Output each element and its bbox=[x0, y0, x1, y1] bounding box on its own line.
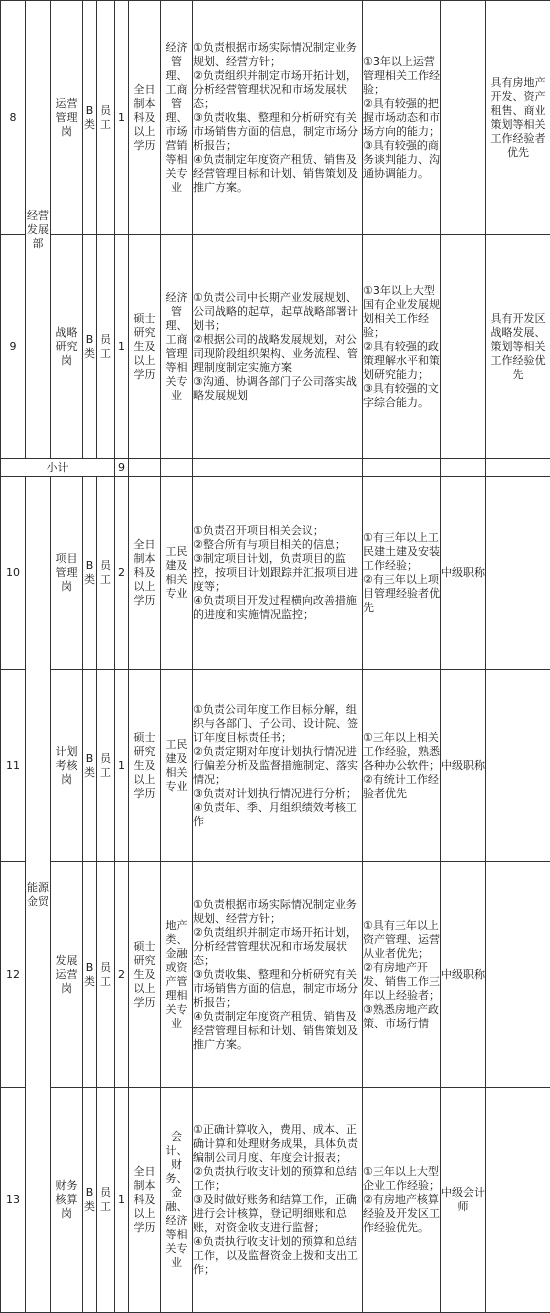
duties-cell bbox=[193, 235, 363, 459]
empty-cell bbox=[161, 459, 193, 477]
position-name: 运营管理岗 bbox=[51, 1, 83, 235]
duty-item: ①负责召开项目相关会议； bbox=[193, 524, 362, 538]
duty-item: ②根据公司的战略发展规划，对公司现阶段组织架构、业务流程、管理制度制定实施方案 bbox=[193, 333, 362, 375]
other-requirements: 具有房地产开发、资产租售、商业策划等相关工作经验者优先 bbox=[486, 1, 550, 235]
requirement-item: ②有房地产开发、销售工作三年以上经验者； bbox=[363, 961, 440, 1003]
headcount: 1 bbox=[115, 1, 129, 235]
requirement-item: ①有三年以上工民建土建及安装工作经验； bbox=[363, 531, 440, 573]
subtotal-count: 9 bbox=[115, 459, 129, 477]
education: 硕士研究生及以上学历 bbox=[129, 670, 161, 862]
duties-cell bbox=[193, 670, 363, 862]
duty-item: ④负责制定年度资产租赁、销售及经营管理目标和计划、销售策划及推广方案。 bbox=[193, 1010, 362, 1052]
duties-cell bbox=[193, 1, 363, 235]
duty-item: ④负责执行收支计划的预算和总结工作，以及监督资金上拨和支出工作； bbox=[193, 1235, 362, 1277]
table-row bbox=[1, 670, 550, 862]
empty-cell bbox=[486, 477, 550, 670]
table-row bbox=[1, 1, 550, 235]
requirements-cell bbox=[363, 235, 441, 459]
requirement-item: ②有统计工作经验者优先 bbox=[363, 773, 440, 801]
row-number: 12 bbox=[1, 862, 26, 1088]
duty-item: ③沟通、协调各部门子公司落实战略发展规划 bbox=[193, 375, 362, 403]
staff-type: 员工 bbox=[97, 862, 115, 1088]
empty-cell bbox=[441, 1, 486, 235]
position-name: 发展运营岗 bbox=[51, 862, 83, 1088]
requirement-item: ①3年以上大型国有企业发展规划相关工作经验； bbox=[363, 284, 440, 340]
title-requirement: 中级职称 bbox=[441, 670, 486, 862]
requirements-cell bbox=[363, 1, 441, 235]
duty-item: ②负责组织并制定市场开拓计划，分析经营管理状况和市场发展状态； bbox=[193, 926, 362, 968]
duty-item: ④负责制定年度资产租赁、销售及经营管理目标和计划、销售策划及推广方案。 bbox=[193, 153, 362, 195]
title-requirement: 中级会计师 bbox=[441, 1088, 486, 1313]
staff-type: 员工 bbox=[97, 1, 115, 235]
duty-item: ①负责公司年度工作目标分解，组织与各部门、子公司、设计院、签订年度目标责任书； bbox=[193, 703, 362, 745]
empty-cell bbox=[486, 670, 550, 862]
duty-item: ①正确计算收入，费用、成本、正确计算和处理财务成果，具体负责编制公司月度、年度会计报表； bbox=[193, 1123, 362, 1165]
duty-item: ③负责收集、整理和分析研究有关市场销售方面的信息，制定市场分析报告； bbox=[193, 111, 362, 153]
headcount: 1 bbox=[115, 670, 129, 862]
row-number: 10 bbox=[1, 477, 26, 670]
duty-item: ④负责年、季、月组织绩效考核工作 bbox=[193, 801, 362, 829]
staff-type: 员工 bbox=[97, 235, 115, 459]
position-name: 战略研究岗 bbox=[51, 235, 83, 459]
empty-cell bbox=[486, 459, 550, 477]
requirement-item: ③具有较强的文字综合能力。 bbox=[363, 382, 440, 410]
empty-cell bbox=[363, 459, 441, 477]
requirements-cell bbox=[363, 670, 441, 862]
subtotal-label: 小计 bbox=[1, 459, 115, 477]
staff-type: 员工 bbox=[97, 477, 115, 670]
position-name: 财务核算岗 bbox=[51, 1088, 83, 1313]
staff-type: 员工 bbox=[97, 670, 115, 862]
empty-cell bbox=[193, 459, 363, 477]
education: 全日制本科及以上学历 bbox=[129, 1088, 161, 1313]
duty-item: ④负责项目开发过程横向改善措施的进度和实施情况监控； bbox=[193, 594, 362, 622]
requirements-cell bbox=[363, 477, 441, 670]
duty-item: ①负责公司中长期产业发展规划、公司战略的起草，起草战略部署计划书； bbox=[193, 291, 362, 333]
empty-cell bbox=[486, 862, 550, 1088]
education: 硕士研究生及以上学历 bbox=[129, 862, 161, 1088]
education: 全日制本科及以上学历 bbox=[129, 1, 161, 235]
headcount: 1 bbox=[115, 235, 129, 459]
empty-cell bbox=[441, 235, 486, 459]
subtotal-row bbox=[1, 459, 550, 477]
requirement-item: ②具有较强的把握市场动态和市场方向的能力； bbox=[363, 97, 440, 139]
requirements-cell bbox=[363, 1088, 441, 1313]
position-class: B类 bbox=[83, 670, 97, 862]
empty-cell bbox=[486, 1088, 550, 1313]
duties-cell bbox=[193, 862, 363, 1088]
empty-cell bbox=[441, 459, 486, 477]
duty-item: ③制定项目计划，负责项目的监控，按项目计划跟踪并汇报项目进度等； bbox=[193, 552, 362, 594]
requirement-item: ①具有三年以上资产管理、运营从业者优先； bbox=[363, 919, 440, 961]
major: 会计、财务、金融、经济等相关专业 bbox=[161, 1088, 193, 1313]
staff-type: 员工 bbox=[97, 1088, 115, 1313]
duty-item: ②负责定期对年度计划执行情况进行偏差分析及监督措施制定、落实情况； bbox=[193, 745, 362, 787]
position-class: B类 bbox=[83, 1, 97, 235]
major: 经济管理、工商管理等相关专业 bbox=[161, 235, 193, 459]
row-number: 8 bbox=[1, 1, 26, 235]
requirements-cell bbox=[363, 862, 441, 1088]
table-row bbox=[1, 477, 550, 670]
empty-cell bbox=[129, 459, 161, 477]
duty-item: ②负责组织并制定市场开拓计划，分析经营管理状况和市场发展状态； bbox=[193, 69, 362, 111]
requirement-item: ②具有较强的政策理解水平和策划研究能力； bbox=[363, 340, 440, 382]
table-row bbox=[1, 1088, 550, 1313]
headcount: 1 bbox=[115, 1088, 129, 1313]
department-name: 能源金贸 bbox=[26, 477, 51, 1313]
department-name: 经营发展部 bbox=[26, 1, 51, 459]
education: 硕士研究生及以上学历 bbox=[129, 235, 161, 459]
position-class: B类 bbox=[83, 1088, 97, 1313]
title-requirement: 中级职称 bbox=[441, 862, 486, 1088]
position-class: B类 bbox=[83, 235, 97, 459]
duty-item: ①负责根据市场实际情况制定业务规划、经营方针； bbox=[193, 41, 362, 69]
position-name: 计划考核岗 bbox=[51, 670, 83, 862]
row-number: 11 bbox=[1, 670, 26, 862]
row-number: 13 bbox=[1, 1088, 26, 1313]
major: 工民建及相关专业 bbox=[161, 477, 193, 670]
position-name: 项目管理岗 bbox=[51, 477, 83, 670]
duty-item: ①负责根据市场实际情况制定业务规划、经营方针； bbox=[193, 898, 362, 926]
requirement-item: ①三年以上大型企业工作经验； bbox=[363, 1165, 440, 1193]
duties-cell bbox=[193, 1088, 363, 1313]
requirement-item: ②有房地产核算经验及开发区工作经验优先。 bbox=[363, 1193, 440, 1235]
other-requirements: 具有开发区战略发展、策划等相关工作经验优先 bbox=[486, 235, 550, 459]
duty-item: ②整合所有与项目相关的信息； bbox=[193, 538, 362, 552]
duty-item: ③负责收集、整理和分析研究有关市场销售方面的信息，制定市场分析报告； bbox=[193, 968, 362, 1010]
position-class: B类 bbox=[83, 862, 97, 1088]
row-number: 9 bbox=[1, 235, 26, 459]
major: 地产类、金融或资产管理相关专业 bbox=[161, 862, 193, 1088]
duties-cell bbox=[193, 477, 363, 670]
position-class: B类 bbox=[83, 477, 97, 670]
table-row bbox=[1, 235, 550, 459]
duty-item: ②负责执行收支计划的预算和总结工作； bbox=[193, 1165, 362, 1193]
table-row bbox=[1, 862, 550, 1088]
headcount: 2 bbox=[115, 862, 129, 1088]
requirement-item: ①3年以上运营管理相关工作经验； bbox=[363, 55, 440, 97]
duty-item: ③负责对计划执行情况进行分析； bbox=[193, 787, 362, 801]
requirement-item: ②有三年以上项目管理经验者优先 bbox=[363, 573, 440, 615]
requirement-item: ③熟悉房地产政策、市场行情 bbox=[363, 1003, 440, 1031]
title-requirement: 中级职称 bbox=[441, 477, 486, 670]
major: 经济管理、工商管理、市场营销等相关专业 bbox=[161, 1, 193, 235]
requirement-item: ③具有较强的商务谈判能力、沟通协调能力。 bbox=[363, 139, 440, 181]
requirement-item: ①三年以上相关工作经验，熟悉各种办公软件； bbox=[363, 731, 440, 773]
headcount: 2 bbox=[115, 477, 129, 670]
duty-item: ③及时做好账务和结算工作，正确进行会计核算，登记明细账和总账，对资金收支进行监督； bbox=[193, 1193, 362, 1235]
major: 工民建及相关专业 bbox=[161, 670, 193, 862]
education: 全日制本科及以上学历 bbox=[129, 477, 161, 670]
